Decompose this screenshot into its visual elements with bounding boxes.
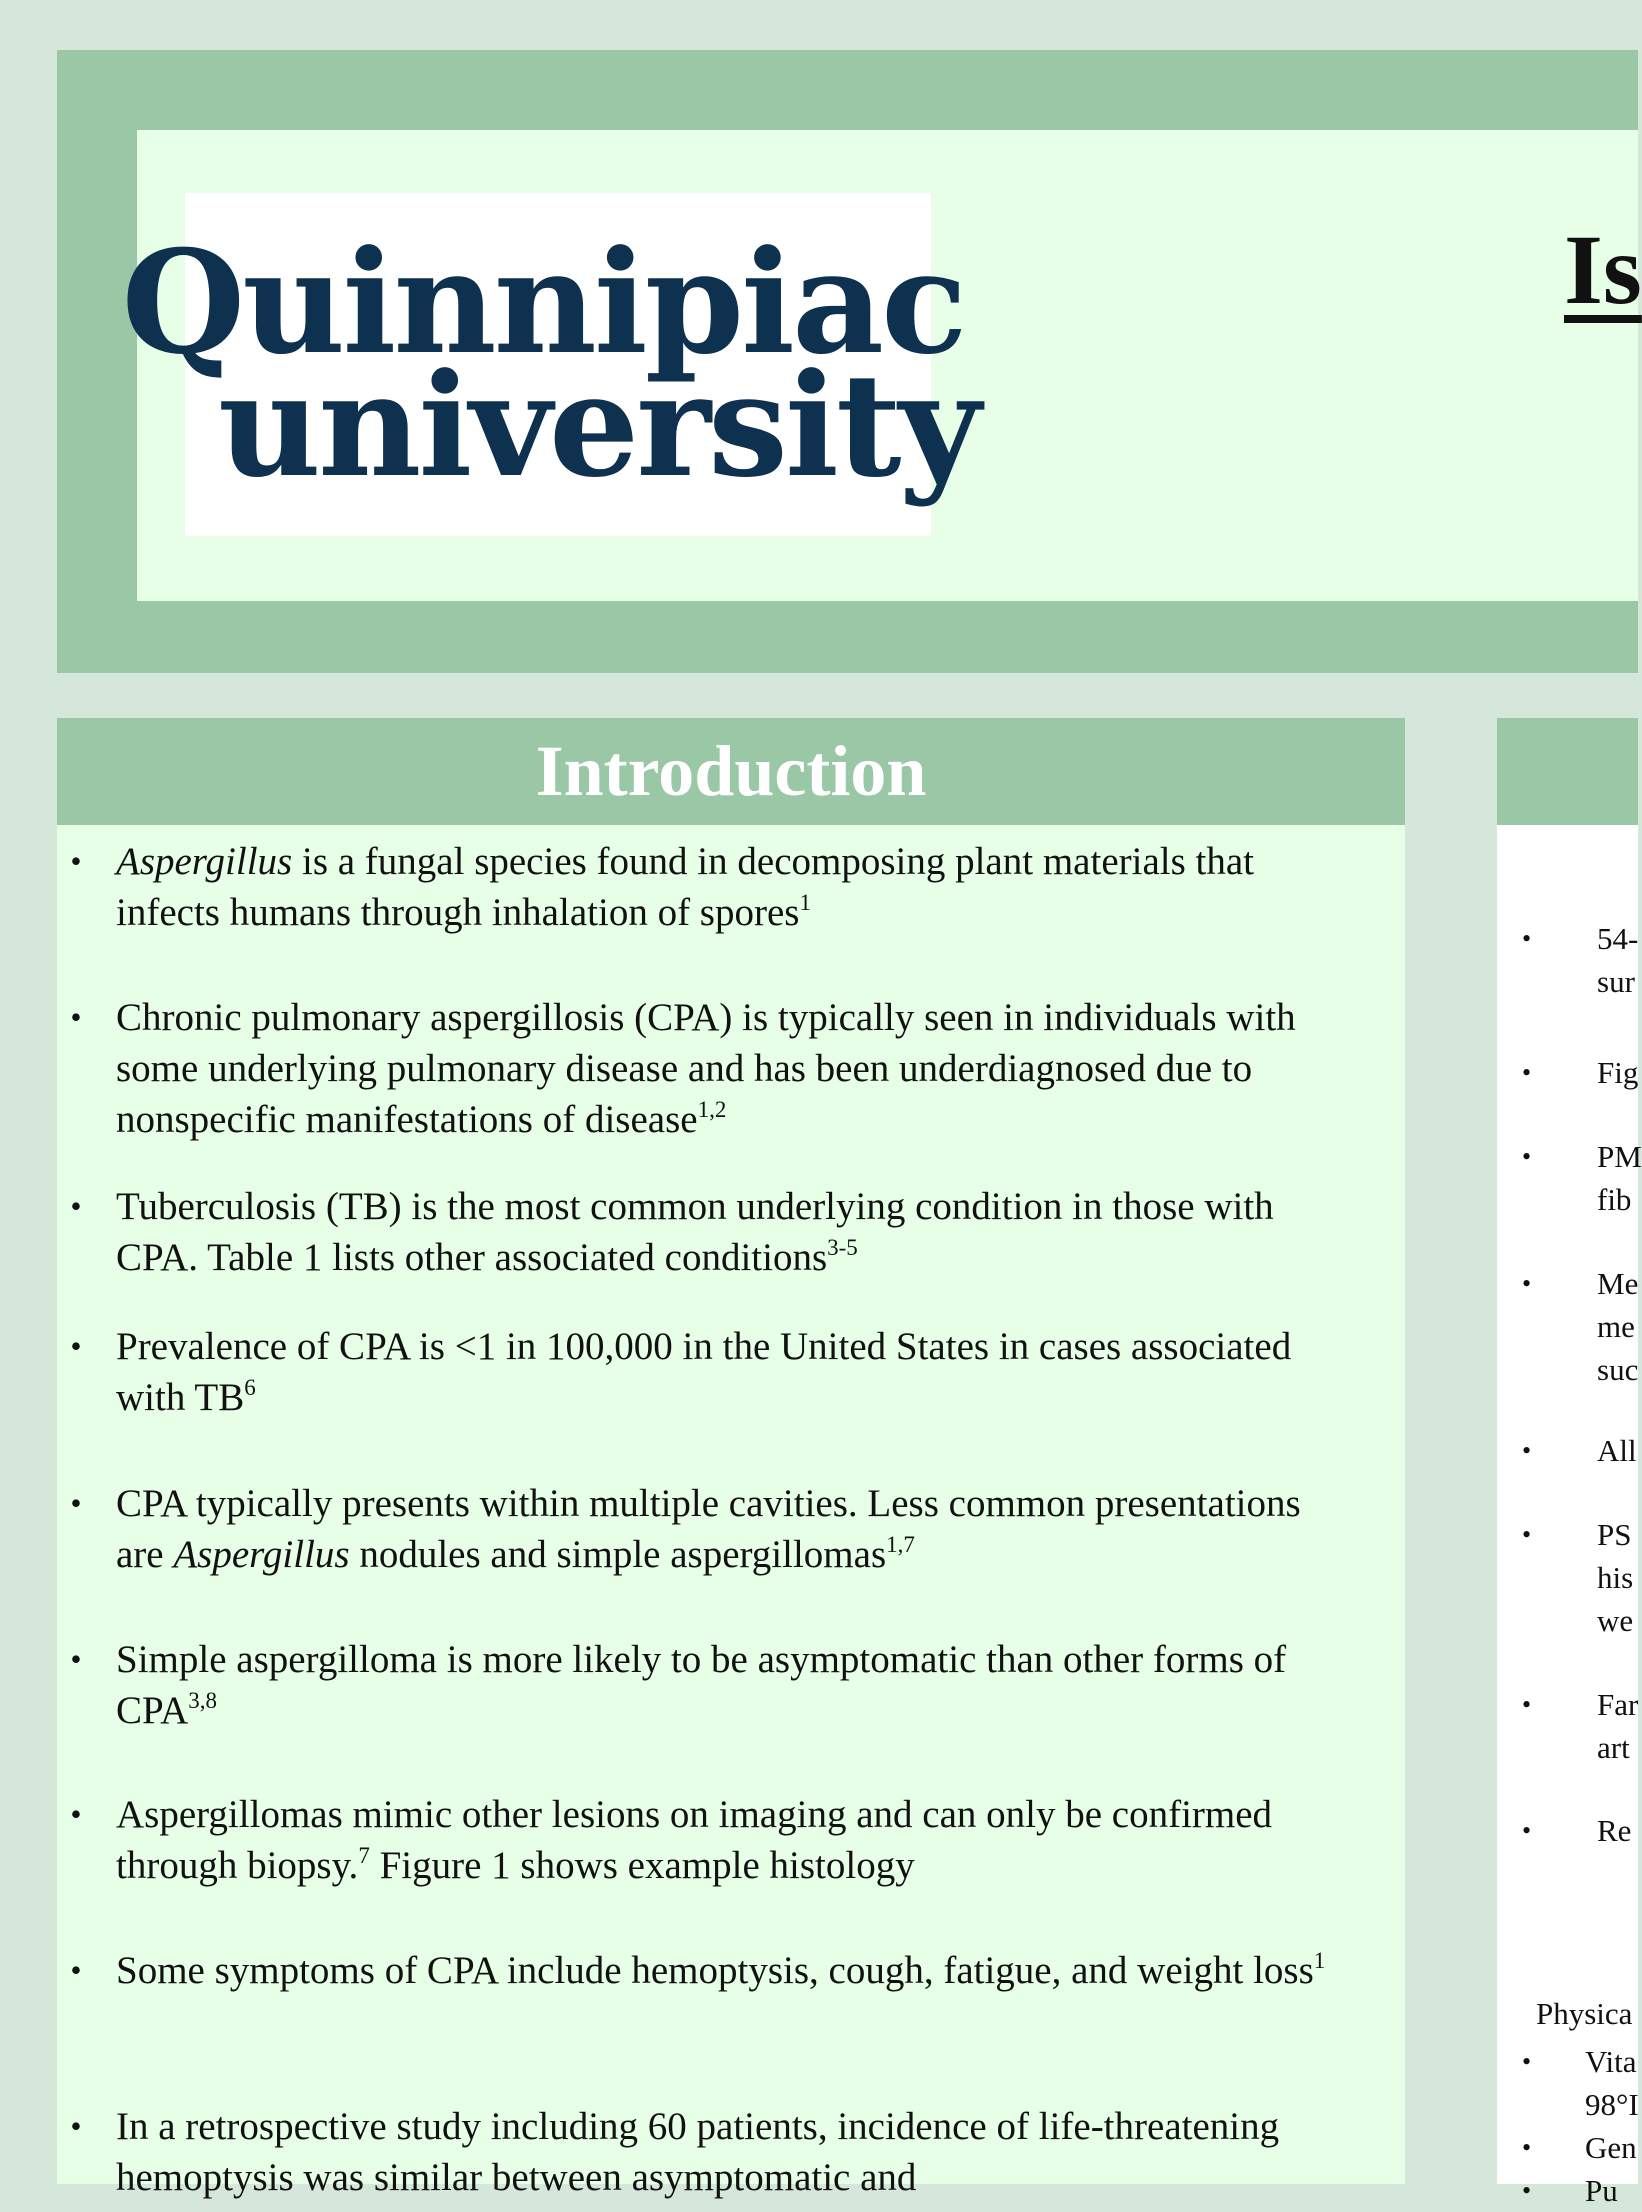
intro-bullet-text: Simple aspergilloma is more likely to be asymptomatic than other forms of CPA$^{3,8}$ [116, 1638, 1287, 1732]
bullet-dot-icon: • [1522, 1520, 1532, 1549]
bullet-dot-icon: • [1522, 924, 1532, 953]
bullet-dot-icon: • [1522, 1436, 1532, 1465]
logo-line-2: university [217, 342, 979, 509]
case-panel: • 54- sur • Fig • PM fib • Me me suc • All • PS his we • Far art • Re Physica • Vita 98°I • Gen • Pu [1497, 718, 1638, 2184]
bullet-dot-icon: • [70, 999, 82, 1035]
bullet-dot-icon: • [70, 1328, 82, 1364]
bullet-dot-icon: • [70, 1641, 82, 1677]
bullet-dot-icon: • [1522, 2133, 1532, 2162]
case-panel-heading [1497, 718, 1638, 825]
bullet-dot-icon: • [70, 843, 82, 879]
bullet-dot-icon: • [1522, 1690, 1532, 1719]
logo-wordmark [121, 193, 979, 536]
intro-bullet-text: Prevalence of CPA is <1 in 100,000 in the United States in cases associated with $TB^6$ [116, 1325, 1292, 1419]
bullet-dot-icon: • [1522, 1816, 1532, 1845]
intro-bullet-text: Some symptoms of CPA include hemoptysis, cough, fatigue, and weight loss$^1$ [116, 1948, 1326, 1992]
bullet-dot-icon: • [70, 2108, 82, 2144]
bullet-dot-icon: • [70, 1188, 82, 1224]
introduction-panel [57, 718, 1405, 2199]
header-inner [121, 130, 1642, 601]
bullet-dot-icon: • [1522, 1058, 1532, 1087]
poster-title: Is [1564, 214, 1642, 325]
intro-bullet-text: In a retrospective study including 60 patients, incidence of life-threatening hemoptysis was similar between asymptomatic and [116, 2105, 1280, 2199]
logo-line-1: Quinnipiac [121, 220, 965, 387]
intro-bullet-text: Aspergillomas mimic other lesions on imaging and can only be confirmed through biopsy.$^7$ Figure 1 shows example histology [116, 1793, 1273, 1887]
bullet-dot-icon: • [70, 1485, 82, 1521]
intro-bullet-text: Aspergillus is a fungal species found in decomposing plant materials that infects humans through inhalation of spores$^1$ [116, 840, 1254, 934]
bullet-dot-icon: • [70, 1796, 82, 1832]
intro-bullet-text: Tuberculosis (TB) is the most common underlying condition in those with CPA. Table 1 lists other associated conditions$^{3-5}$ [116, 1185, 1274, 1279]
introduction-heading: Introduction [57, 718, 1405, 825]
university-logo [121, 193, 979, 536]
bullet-dot-icon: • [70, 1952, 82, 1988]
bullet-dot-icon: • [1522, 2047, 1532, 2076]
header-band [57, 50, 1642, 673]
bullet-dot-icon: • [1522, 1142, 1532, 1171]
bullet-dot-icon: • [1522, 2176, 1532, 2205]
intro-bullet-text: Chronic pulmonary aspergillosis (CPA) is typically seen in individuals with some underlying pulmonary disease and has been underdiagnosed due to nonspecific manifestations of disease$^{1,2}$ [116, 996, 1296, 1141]
bullet-dot-icon: • [1522, 1269, 1532, 1298]
intro-bullet-text: CPA typically presents within multiple cavities. Less common presentations are Aspergillus nodules and simple aspergillomas$^{1,7}$ [116, 1482, 1301, 1576]
physical-exam-label: Physica [1536, 1996, 1633, 2031]
